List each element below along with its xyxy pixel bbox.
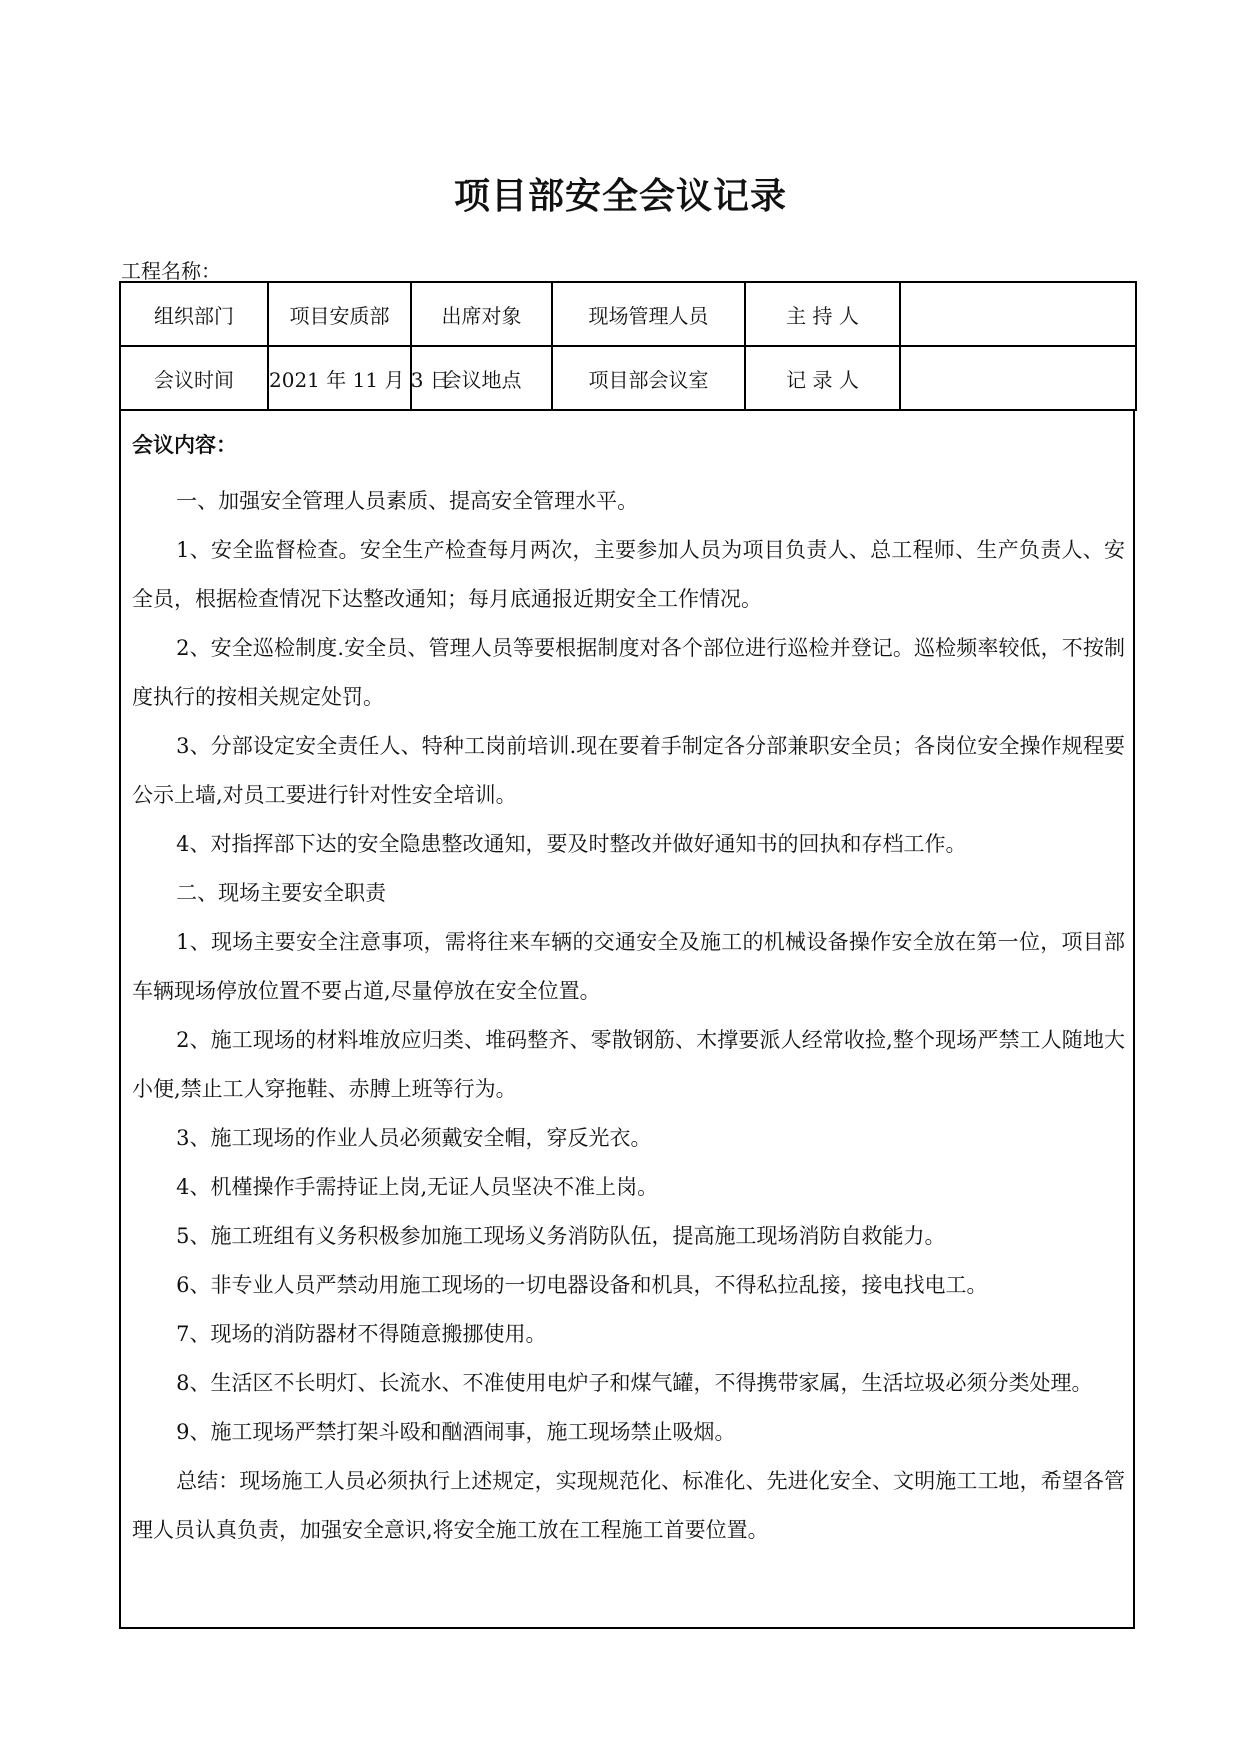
meeting-location-label: 会议地点 bbox=[411, 346, 552, 410]
meeting-time-value: 2021 年 11 月 3 日 bbox=[268, 346, 411, 410]
content-paragraph: 7、现场的消防器材不得随意搬挪使用。 bbox=[176, 1322, 547, 1346]
recorder-label: 记 录 人 bbox=[745, 346, 900, 410]
attendees-label: 出席对象 bbox=[411, 282, 552, 346]
table-row bbox=[120, 346, 1136, 410]
content-paragraph: 5、施工班组有义务积极参加施工现场义务消防队伍，提高施工现场消防自救能力。 bbox=[176, 1224, 946, 1248]
content-paragraph: 3、施工现场的作业人员必须戴安全帽，穿反光衣。 bbox=[176, 1126, 652, 1150]
meeting-info-table bbox=[119, 281, 1137, 411]
content-paragraph: 2、施工现场的材料堆放应归类、堆码整齐、零散钢筋、木撑要派人经常收捡,整个现场严禁工人随地大小便,禁止工人穿拖鞋、赤膊上班等行为。 bbox=[132, 1028, 1125, 1101]
content-paragraph: 二、现场主要安全职责 bbox=[176, 881, 387, 905]
content-paragraph: 总结：现场施工人员必须执行上述规定，实现规范化、标准化、先进化安全、文明施工工地，希望各管理人员认真负责，加强安全意识,将安全施工放在工程施工首要位置。 bbox=[132, 1469, 1125, 1542]
content-paragraph: 1、安全监督检查。安全生产检查每月两次，主要参加人员为项目负责人、总工程师、生产负责人、安全员，根据检查情况下达整改通知；每月底通报近期安全工作情况。 bbox=[132, 538, 1125, 611]
content-heading: 会议内容： bbox=[132, 433, 237, 457]
page-title: 项目部安全会议记录 bbox=[453, 176, 787, 217]
content-paragraph: 6、非专业人员严禁动用施工现场的一切电器设备和机具，不得私拉乱接，接电找电工。 bbox=[176, 1273, 988, 1297]
attendees-value: 现场管理人员 bbox=[552, 282, 745, 346]
content-paragraph: 8、生活区不长明灯、长流水、不准使用电炉子和煤气罐，不得携带家属，生活垃圾必须分类处理。 bbox=[176, 1371, 1093, 1395]
content-paragraph: 3、分部设定安全责任人、特种工岗前培训.现在要着手制定各分部兼职安全员；各岗位安全操作规程要公示上墙,对员工要进行针对性安全培训。 bbox=[132, 734, 1125, 807]
table-row bbox=[120, 282, 1136, 346]
host-label: 主 持 人 bbox=[745, 282, 900, 346]
org-dept-value: 项目安质部 bbox=[268, 282, 411, 346]
org-dept-label: 组织部门 bbox=[120, 282, 268, 346]
content-paragraph: 9、施工现场严禁打架斗殴和酗酒闹事，施工现场禁止吸烟。 bbox=[176, 1420, 736, 1444]
content-paragraph: 2、安全巡检制度.安全员、管理人员等要根据制度对各个部位进行巡检并登记。巡检频率较低，不按制度执行的按相关规定处罚。 bbox=[132, 636, 1125, 709]
content-paragraph: 一、加强安全管理人员素质、提高安全管理水平。 bbox=[176, 489, 639, 513]
meeting-time-label: 会议时间 bbox=[120, 346, 268, 410]
host-value bbox=[900, 282, 1136, 346]
project-name-label: 工程名称： bbox=[121, 259, 221, 283]
content-paragraph: 4、对指挥部下达的安全隐患整改通知，要及时整改并做好通知书的回执和存档工作。 bbox=[176, 832, 967, 856]
meeting-content bbox=[119, 411, 1135, 1629]
content-paragraph: 4、机槿操作手需持证上岗,无证人员坚决不准上岗。 bbox=[176, 1175, 659, 1199]
content-paragraph: 1、现场主要安全注意事项，需将往来车辆的交通安全及施工的机械设备操作安全放在第一位，项目部车辆现场停放位置不要占道,尽量停放在安全位置。 bbox=[132, 930, 1125, 1003]
recorder-value bbox=[900, 346, 1136, 410]
meeting-location-value: 项目部会议室 bbox=[552, 346, 745, 410]
